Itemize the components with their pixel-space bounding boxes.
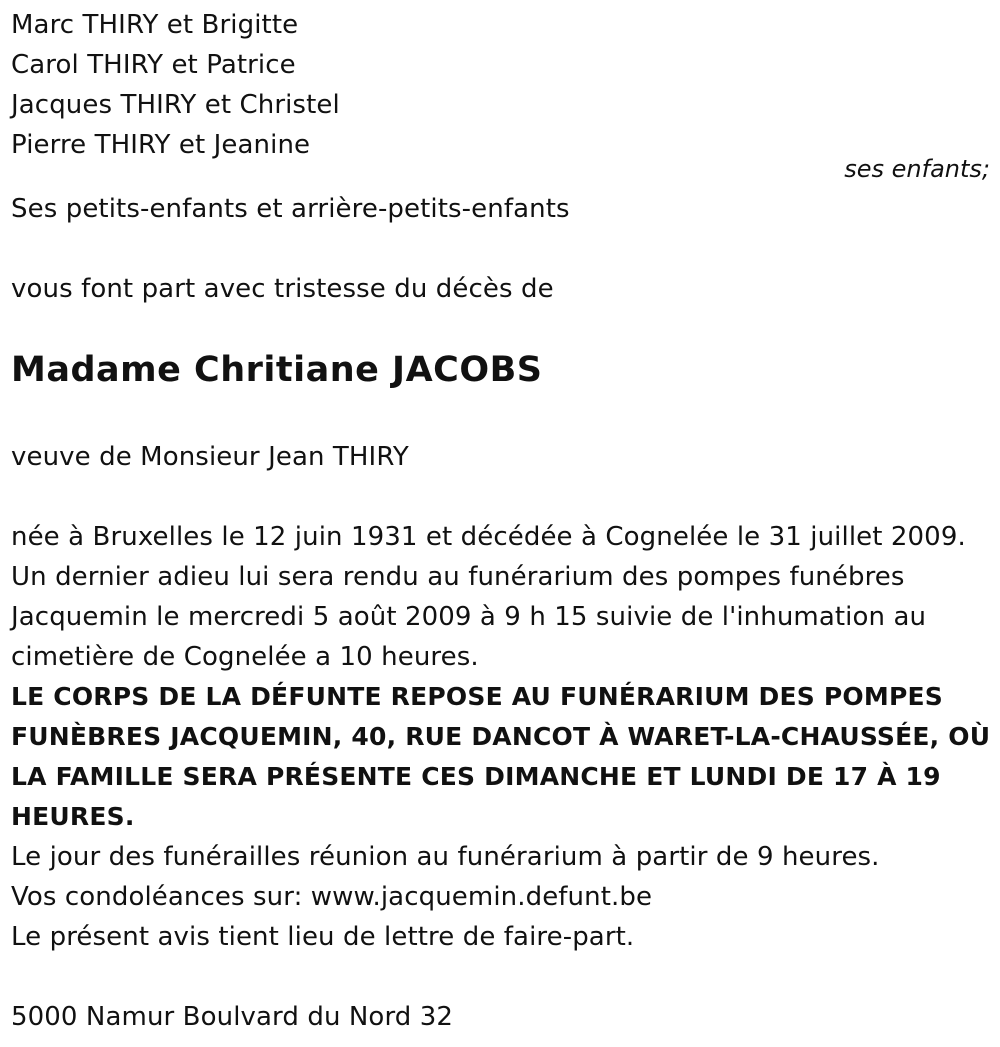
closing-line-3: Le présent avis tient lieu de lettre de faire-part. <box>11 922 635 952</box>
address-line: 5000 Namur Boulvard du Nord 32 <box>11 1002 454 1032</box>
body-notice-line-1: LE CORPS DE LA DÉFUNTE REPOSE AU FUNÉRARIUM DES POMPES <box>11 682 943 711</box>
body-notice-line-3: LA FAMILLE SERA PRÉSENTE CES DIMANCHE ET LUNDI DE 17 À 19 <box>11 762 941 791</box>
child-line-3: Jacques THIRY et Christel <box>11 90 340 120</box>
body-notice-line-2: FUNÈBRES JACQUEMIN, 40, RUE DANCOT À WARET-LA-CHAUSSÉE, OÙ <box>11 722 991 751</box>
detail-line-2: Un dernier adieu lui sera rendu au funérarium des pompes funébres <box>11 562 905 592</box>
detail-line-4: cimetière de Cognelée a 10 heures. <box>11 642 479 672</box>
children-label: ses enfants; <box>844 155 990 183</box>
grandchildren-line: Ses petits-enfants et arrière-petits-enfants <box>11 194 570 224</box>
child-line-4: Pierre THIRY et Jeanine <box>11 130 311 160</box>
detail-line-3: Jacquemin le mercredi 5 août 2009 à 9 h 15 suivie de l'inhumation au <box>11 602 927 632</box>
body-notice-line-4: HEURES. <box>11 802 135 831</box>
closing-line-2: Vos condoléances sur: www.jacquemin.defunt.be <box>11 882 653 912</box>
child-line-1: Marc THIRY et Brigitte <box>11 10 299 40</box>
announcement-line: vous font part avec tristesse du décès de <box>11 274 554 304</box>
widow-of-line: veuve de Monsieur Jean THIRY <box>11 442 409 472</box>
closing-line-1: Le jour des funérailles réunion au funérarium à partir de 9 heures. <box>11 842 880 872</box>
deceased-name: Madame Chritiane JACOBS <box>11 350 543 390</box>
child-line-2: Carol THIRY et Patrice <box>11 50 296 80</box>
detail-line-1: née à Bruxelles le 12 juin 1931 et décédée à Cognelée le 31 juillet 2009. <box>11 522 966 552</box>
